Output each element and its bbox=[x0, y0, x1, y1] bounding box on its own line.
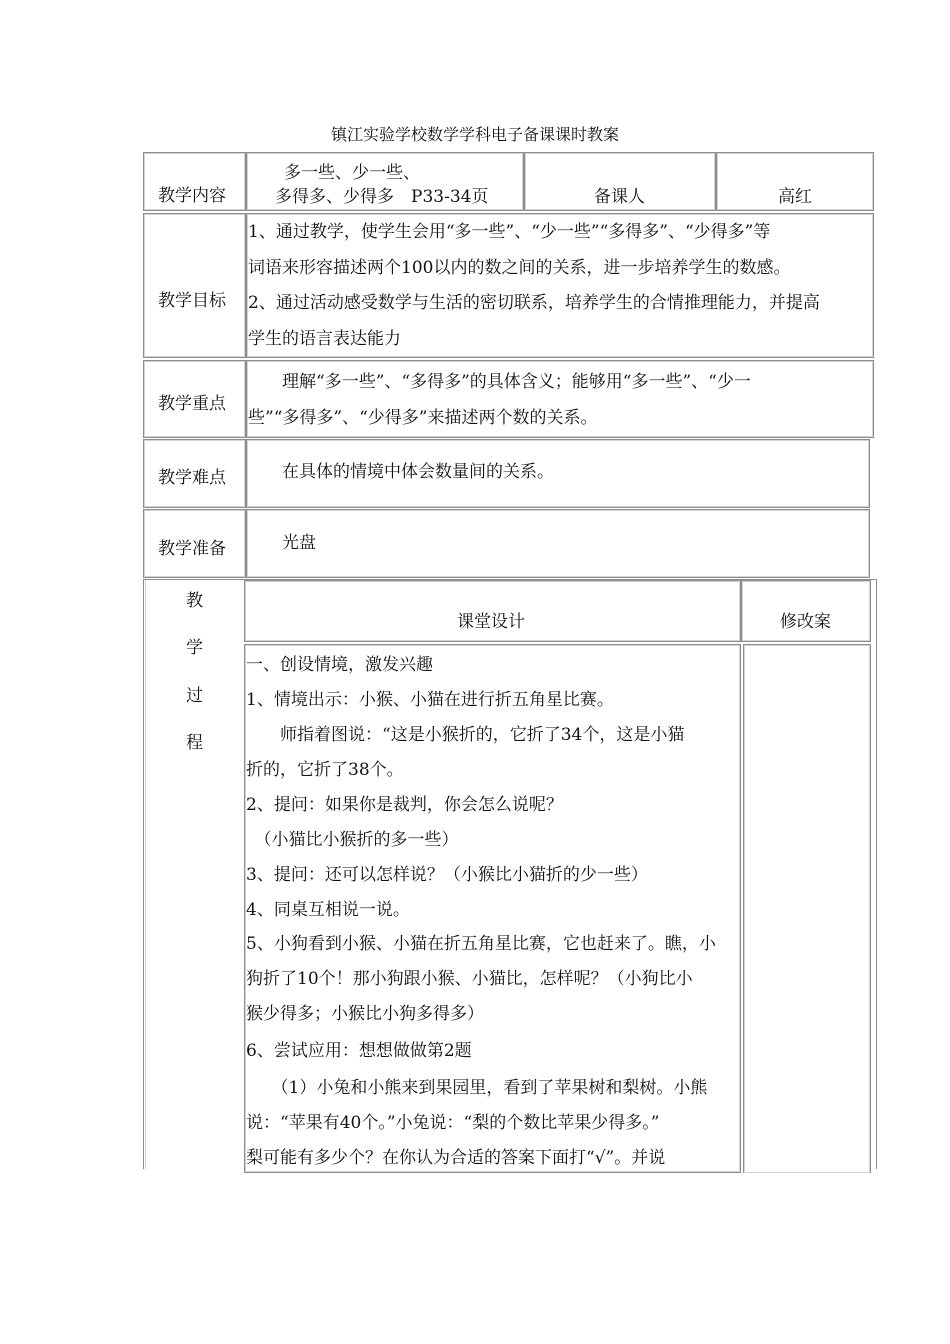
design-line-2: 1、情境出示：小猴、小猫在进行折五角星比赛。 bbox=[246, 690, 614, 710]
difficulties-text: 在具体的情境中体会数量间的关系。 bbox=[248, 462, 554, 482]
process-label-char-3: 过 bbox=[186, 686, 203, 706]
document-title: 镇江实验学校数学学科电子备课课时教案 bbox=[330, 125, 619, 144]
design-line-4: 折的，它折了38个。 bbox=[246, 760, 404, 780]
preparation-text: 光盘 bbox=[248, 533, 316, 553]
design-header: 课堂设计 bbox=[457, 612, 525, 632]
keypoints-line-1: 理解“多一些”、“多得多”的具体含义；能够用“多一些”、“少一 bbox=[248, 372, 751, 392]
process-left-border-inner bbox=[145, 579, 146, 1169]
preparation-content-cell bbox=[246, 509, 870, 578]
goals-line-2: 词语来形容描述两个100以内的数之间的关系，进一步培养学生的数感。 bbox=[248, 258, 791, 278]
design-line-15: 梨可能有多少个？在你认为合适的答案下面打“√”。并说 bbox=[246, 1148, 666, 1168]
goals-label: 教学目标 bbox=[158, 291, 226, 311]
goals-line-3: 2、通过活动感受数学与生活的密切联系，培养学生的合情推理能力，并提高 bbox=[248, 293, 820, 313]
design-line-8: 4、同桌互相说一说。 bbox=[246, 900, 410, 920]
content-line-2: 多得多、少得多 P33-34页 bbox=[275, 187, 489, 207]
content-label: 教学内容 bbox=[158, 186, 226, 206]
keypoints-label: 教学重点 bbox=[158, 394, 226, 414]
preparer-label: 备课人 bbox=[594, 187, 645, 207]
process-label-char-4: 程 bbox=[186, 733, 203, 753]
process-right-border bbox=[876, 579, 877, 1169]
goals-line-1: 1、通过教学，使学生会用“多一些”、“少一些”“多得多”、“少得多”等 bbox=[248, 222, 771, 242]
design-line-1: 一、创设情境，激发兴趣 bbox=[246, 655, 433, 675]
design-line-5: 2、提问：如果你是裁判，你会怎么说呢？ bbox=[246, 795, 563, 815]
process-label-char-1: 教 bbox=[186, 591, 203, 611]
design-line-11: 猴少得多；小猴比小狗多得多） bbox=[246, 1004, 484, 1024]
content-line-1: 多一些、少一些、 bbox=[284, 163, 420, 183]
keypoints-line-2: 些”“多得多”、“少得多”来描述两个数的关系。 bbox=[248, 408, 598, 428]
design-line-10: 狗折了10个！那小狗跟小猴、小猫比，怎样呢？（小狗比小 bbox=[246, 969, 693, 989]
design-line-3: 师指着图说：“这是小猴折的，它折了34个，这是小猫 bbox=[246, 725, 685, 745]
revision-content-cell bbox=[743, 644, 871, 1173]
design-line-6: （小猫比小猴折的多一些） bbox=[246, 830, 459, 850]
design-line-12: 6、尝试应用：想想做做第2题 bbox=[246, 1041, 472, 1061]
preparation-label: 教学准备 bbox=[158, 539, 226, 559]
process-left-border bbox=[143, 579, 144, 1169]
preparer-name: 高红 bbox=[778, 187, 812, 207]
design-line-13: （1）小兔和小熊来到果园里，看到了苹果树和梨树。小熊 bbox=[246, 1078, 708, 1098]
design-line-9: 5、小狗看到小猴、小猫在折五角星比赛，它也赶来了。瞧，小 bbox=[246, 934, 716, 954]
process-label-char-2: 学 bbox=[186, 638, 203, 658]
revision-header: 修改案 bbox=[780, 612, 831, 632]
difficulties-label: 教学难点 bbox=[158, 468, 226, 488]
design-line-7: 3、提问：还可以怎样说？（小猴比小猫折的少一些） bbox=[246, 865, 648, 885]
goals-line-4: 学生的语言表达能力 bbox=[248, 329, 401, 349]
design-line-14: 说：“苹果有40个。”小兔说：“梨的个数比苹果少得多。” bbox=[246, 1113, 660, 1133]
